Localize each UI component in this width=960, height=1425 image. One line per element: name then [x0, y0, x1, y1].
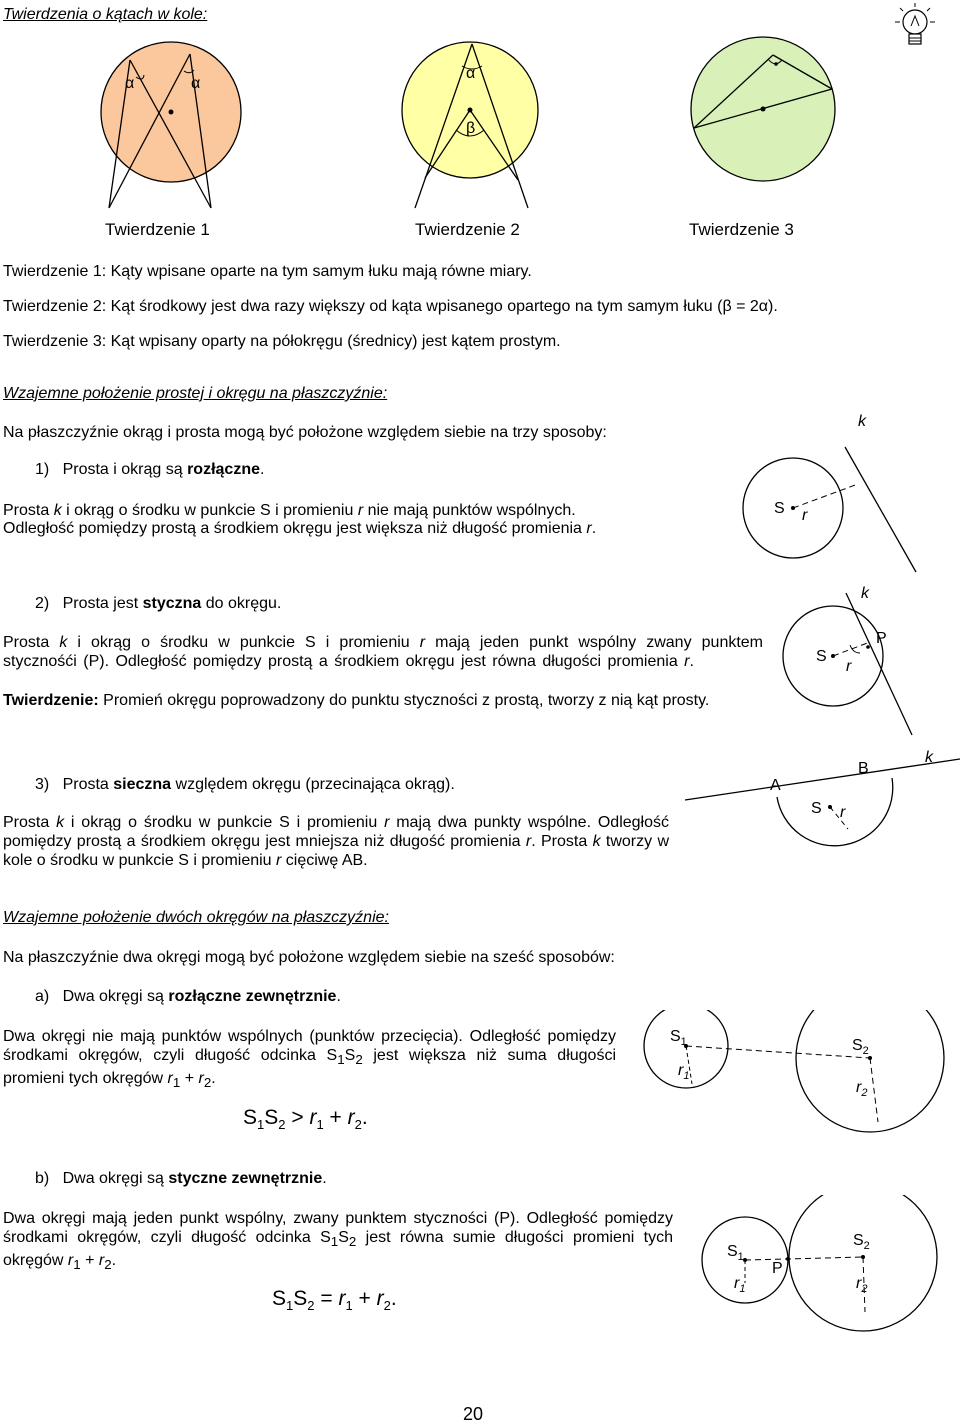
case-2-theorem: Twierdzenie: Promień okręgu poprowadzony do punktu styczności z prostą, tworzy z nią kąt prosty.: [3, 692, 710, 709]
caption-theorem-3: Twierdzenie 3: [689, 220, 794, 239]
svg-text:S: S: [816, 648, 827, 665]
caption-theorem-2: Twierdzenie 2: [415, 220, 520, 239]
case-b-desc: Dwa okręgi mają jeden punkt wspólny, zwany punktem styczności (P). Odległość pomiędzy środkami okręgów, czyli długość odcinka $S_1S_2$ jest równa sumie długości promieni tych okręgów $r_1 + r_2$.: [3, 1210, 674, 1273]
section-heading-two-circles: Wzajemne położenie dwóch okręgów na płaszczyźnie:: [3, 909, 389, 926]
svg-text:S2: $S_2$: [852, 1037, 869, 1057]
section-heading-angles: Twierdzenia o kątach w kole:: [3, 6, 208, 23]
figure-theorem-2: [400, 30, 550, 210]
svg-text:k: k: [861, 585, 869, 602]
figure-disjoint-line: [720, 400, 960, 580]
case-2-desc: Prosta k i okrąg o środku w punkcie S i promieniu r mają jeden punkt wspólny zwany punktem stycznośći (P). Odległość pomiędzy prostą a środkiem okręgu jest równa długości promienia r.: [3, 634, 764, 670]
case-3-desc: Prosta k i okrąg o środku w punkcie S i promieniu r mają dwa punkty wspólne. Odległość pomiędzy prostą a środkiem okręgu jest mniejsza niż długość promienia r. Prosta k tworzy w kole o środku w punkcie S i promieniu r cięciwę AB.: [3, 814, 670, 869]
svg-text:r: r: [840, 804, 846, 821]
alpha-label-1: α: [125, 75, 135, 92]
alpha-label-2: α: [191, 75, 201, 92]
figure-disjoint-circles: [640, 1010, 955, 1145]
svg-text:A: A: [770, 777, 781, 794]
case-b-title: b) Dwa okręgi są styczne zewnętrznie.: [35, 1170, 327, 1187]
case-1-desc-2: Odległość pomiędzy prostą a środkiem okręgu jest większa niż długość promienia r.: [3, 520, 597, 537]
svg-text:S: S: [811, 800, 822, 817]
svg-text:r: r: [846, 658, 852, 675]
svg-text:S2: $S_2$: [853, 1232, 870, 1252]
case-1-desc-1: Prosta k i okrąg o środku w punkcie S i promieniu r nie mają punktów wspólnych.: [3, 502, 576, 519]
svg-text:S: S: [774, 500, 785, 517]
svg-text:S1: $S_1$: [670, 1028, 687, 1048]
svg-text:k: k: [925, 749, 933, 766]
svg-text:S1: $S_1$: [727, 1243, 744, 1263]
theorem-1-text: Twierdzenie 1: Kąty wpisane oparte na tym samym łuku mają równe miary.: [3, 263, 532, 280]
caption-theorem-1: Twierdzenie 1: [105, 220, 210, 239]
case-1-title: 1) Prosta i okrąg są rozłączne.: [35, 461, 265, 478]
beta-label: β: [466, 120, 476, 137]
lightbulb-icon: [885, 2, 945, 54]
case-a-desc: Dwa okręgi nie mają punktów wspólnych (punktów przecięcia). Odległość pomiędzy środkami okręgów, czyli długość odcinka $S_1S_2$ jest większa niż suma długości promieni tych okręgów $r_1 + r_2$.: [3, 1028, 617, 1091]
case-a-title: a) Dwa okręgi są rozłączne zewnętrznie.: [35, 988, 341, 1005]
formula-disjoint: $S_1S_2 > r_1 + r_2$.: [243, 1106, 368, 1133]
two-circles-intro: Na płaszczyźnie dwa okręgi mogą być położone względem siebie na sześć sposobów:: [3, 949, 615, 966]
figure-secant-line: [680, 745, 960, 855]
formula-tangent: $S_1S_2 = r_1 + r_2$.: [272, 1287, 397, 1314]
svg-text:r1: $r_1$: [678, 1062, 690, 1082]
svg-text:r: r: [802, 507, 808, 524]
figure-tangent-line: [770, 575, 960, 745]
line-circle-intro: Na płaszczyźnie okrąg i prosta mogą być położone względem siebie na trzy sposoby:: [3, 424, 607, 441]
svg-text:r2: $r_2$: [856, 1275, 868, 1295]
case-2-title: 2) Prosta jest styczna do okręgu.: [35, 595, 282, 612]
figure-tangent-circles: [700, 1195, 940, 1355]
figure-theorem-1: [95, 30, 255, 210]
case-3-title: 3) Prosta sieczna względem okręgu (przecinająca okrąg).: [35, 776, 455, 793]
svg-text:P: P: [876, 630, 887, 647]
figure-theorem-3: [690, 28, 840, 188]
svg-text:r2: $r_2$: [856, 1079, 868, 1099]
page-number: 20: [463, 1404, 484, 1424]
svg-text:P: P: [772, 1260, 783, 1277]
alpha-label-3: α: [466, 65, 476, 82]
theorem-3-text: Twierdzenie 3: Kąt wpisany oparty na półokręgu (średnicy) jest kątem prostym.: [3, 333, 561, 350]
section-heading-line-circle: Wzajemne położenie prostej i okręgu na płaszczyźnie:: [3, 385, 388, 402]
svg-text:k: k: [858, 413, 866, 430]
theorem-2-text: Twierdzenie 2: Kąt środkowy jest dwa razy większy od kąta wpisanego opartego na tym samym łuku (β = 2α).: [3, 298, 778, 315]
svg-text:r1: $r_1$: [734, 1275, 746, 1295]
svg-text:B: B: [858, 760, 869, 777]
